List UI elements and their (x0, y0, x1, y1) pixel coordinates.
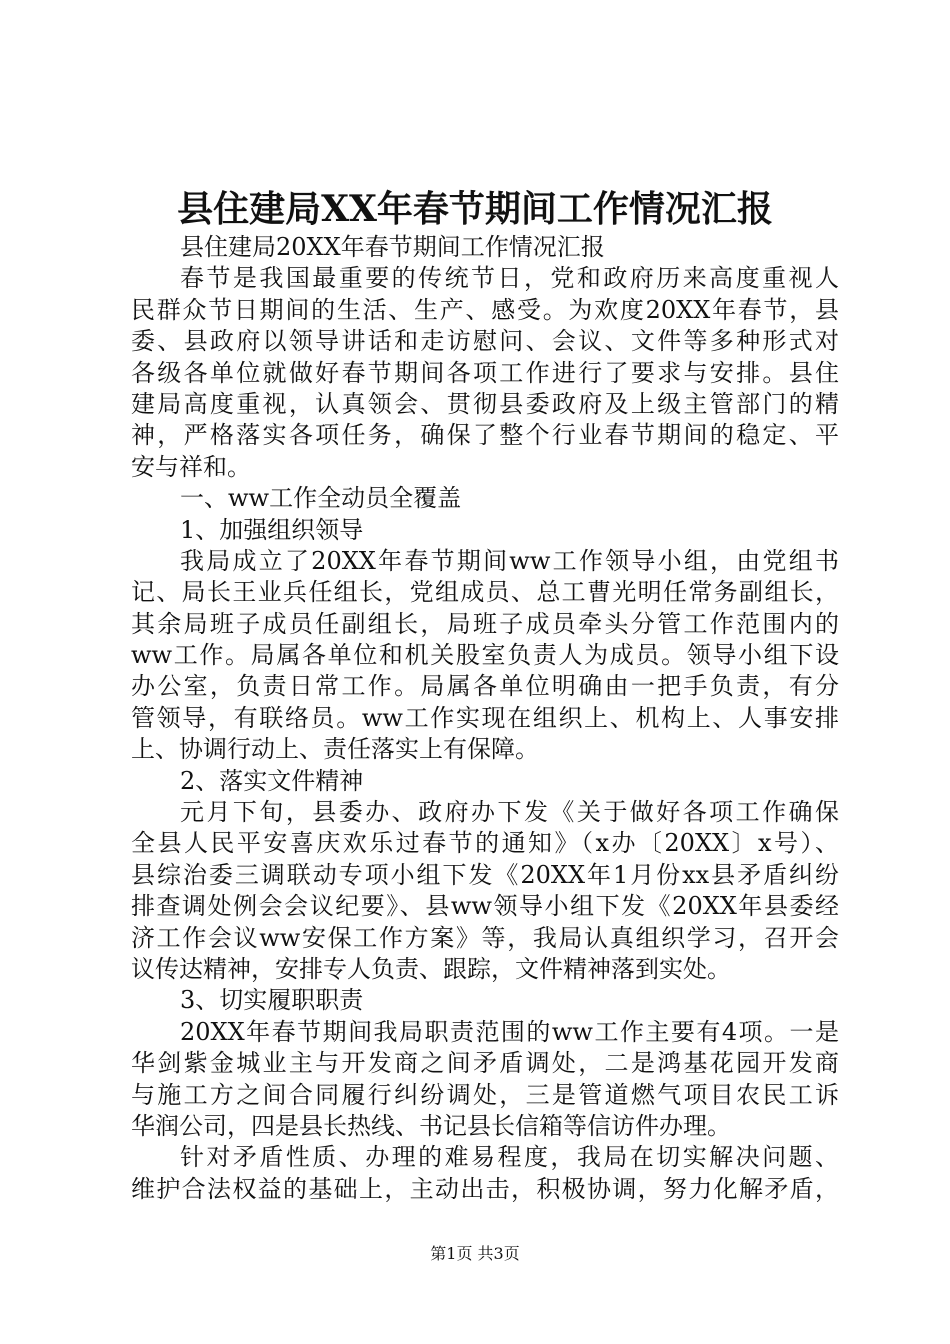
body-line: 华剑紫金城业主与开发商之间矛盾调处，二是鸿基花园开发商 (131, 1049, 839, 1078)
body-line: 办公室，负责日常工作。局属各单位明确由一把手负责，有分 (131, 672, 839, 701)
body-line: 华润公司，四是县长热线、书记县长信箱等信访件办理。 (131, 1111, 731, 1140)
body-line: 委、县政府以领导讲话和走访慰问、会议、文件等多种形式对 (131, 327, 839, 356)
body-line: ww工作。局属各单位和机关股室负责人为成员。领导小组下设 (131, 641, 839, 670)
body-line: 神，严格落实各项任务，确保了整个行业春节期间的稳定、平 (131, 421, 839, 450)
body-line: 20XX年春节期间我局职责范围的ww工作主要有4项。一是 (180, 1017, 839, 1046)
body-line: 上、协调行动上、责任落实上有保障。 (131, 735, 539, 764)
body-line: 与施工方之间合同履行纠纷调处，三是管道燃气项目农民工诉 (131, 1080, 839, 1109)
body-line: 安与祥和。 (131, 452, 251, 481)
body-line: 县住建局20XX年春节期间工作情况汇报 (180, 233, 605, 261)
body-line: 各级各单位就做好春节期间各项工作进行了要求与安排。县住 (131, 358, 839, 387)
body-line: 记、局长王业兵任组长，党组成员、总工曹光明任常务副组长， (131, 578, 839, 607)
page-footer: 第1页 共3页 (430, 1244, 520, 1263)
body-line: 一、ww工作全动员全覆盖 (180, 484, 462, 513)
body-line: 针对矛盾性质、办理的难易程度，我局在切实解决问题、 (180, 1143, 839, 1172)
body-line: 济工作会议ww安保工作方案》等，我局认真组织学习，召开会 (131, 923, 839, 952)
body-line: 我局成立了20XX年春节期间ww工作领导小组，由党组书 (180, 546, 839, 575)
body-line: 民群众节日期间的生活、生产、感受。为欢度20XX年春节，县 (131, 295, 839, 324)
body-line: 全县人民平安喜庆欢乐过春节的通知》（x办〔20XX〕x号）、 (131, 829, 839, 858)
document-title: 县住建局XX年春节期间工作情况汇报 (177, 188, 773, 230)
body-line: 县综治委三调联动专项小组下发《20XX年1月份xx县矛盾纠纷 (131, 860, 839, 889)
document-body (131, 232, 839, 1205)
body-line: 1、加强组织领导 (180, 515, 364, 544)
body-line: 春节是我国最重要的传统节日，党和政府历来高度重视人 (180, 264, 839, 293)
body-line: 2、落实文件精神 (180, 766, 364, 795)
body-line: 建局高度重视，认真领会、贯彻县委政府及上级主管部门的精 (131, 389, 839, 418)
body-line: 管领导，有联络员。ww工作实现在组织上、机构上、人事安排 (131, 703, 839, 732)
body-line: 其余局班子成员任副组长，局班子成员牵头分管工作范围内的 (131, 609, 839, 638)
body-line: 元月下旬，县委办、政府办下发《关于做好各项工作确保 (180, 798, 839, 827)
body-line: 排查调处例会会议纪要》、县ww领导小组下发《20XX年县委经 (131, 892, 839, 921)
body-line: 维护合法权益的基础上，主动出击，积极协调，努力化解矛盾， (131, 1174, 839, 1203)
body-line: 议传达精神，安排专人负责、跟踪，文件精神落到实处。 (131, 954, 731, 983)
body-line: 3、切实履职职责 (180, 986, 364, 1015)
